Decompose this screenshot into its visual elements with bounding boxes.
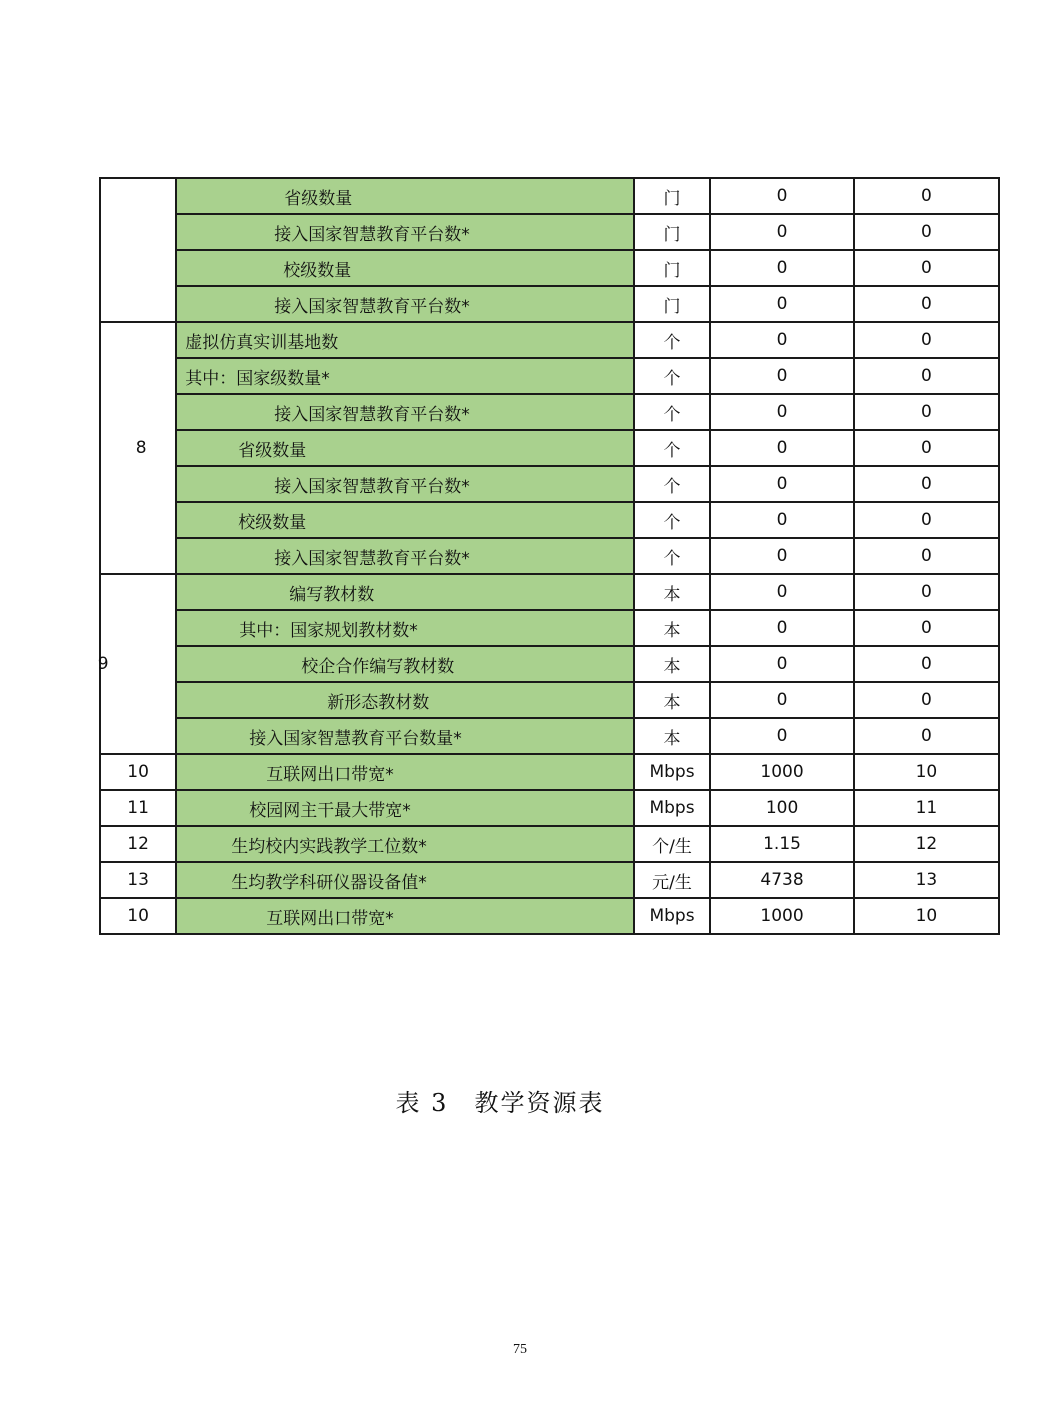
value2-cell: 0 <box>854 538 999 574</box>
item-cell: 其中：国家规划教材数* <box>176 610 634 646</box>
table-row <box>100 646 999 682</box>
unit-cell: 门 <box>634 286 711 322</box>
value2-cell: 0 <box>854 286 999 322</box>
unit-cell: 个 <box>634 466 711 502</box>
value2-cell: 0 <box>854 682 999 718</box>
value2-cell: 0 <box>854 610 999 646</box>
unit-cell: 本 <box>634 682 711 718</box>
item-cell: 接入国家智慧教育平台数* <box>176 538 634 574</box>
value-cell: 0 <box>710 430 854 466</box>
item-cell: 生均校内实践教学工位数* <box>176 826 634 862</box>
table-row <box>100 250 999 286</box>
table-row <box>100 358 999 394</box>
item-cell: 校级数量 <box>176 502 634 538</box>
value2-cell: 0 <box>854 214 999 250</box>
value-cell: 0 <box>710 322 854 358</box>
unit-cell: 本 <box>634 610 711 646</box>
value-cell: 0 <box>710 574 854 610</box>
value-cell: 0 <box>710 178 854 214</box>
unit-cell: 本 <box>634 646 711 682</box>
item-cell: 编写教材数 <box>176 574 634 610</box>
row-number: 9 <box>97 654 109 674</box>
page-number: 75 <box>513 1342 527 1357</box>
value-cell: 0 <box>710 286 854 322</box>
item-cell: 接入国家智慧教育平台数* <box>176 286 634 322</box>
value-cell: 0 <box>710 718 854 754</box>
table-row <box>100 862 999 898</box>
table-row <box>100 610 999 646</box>
table-row <box>100 574 999 610</box>
unit-cell: Mbps <box>634 754 711 790</box>
item-cell: 省级数量 <box>176 430 634 466</box>
row-number-cell <box>100 898 176 934</box>
unit-cell: 门 <box>634 250 711 286</box>
item-cell: 校级数量 <box>176 250 634 286</box>
item-cell: 接入国家智慧教育平台数* <box>176 214 634 250</box>
item-cell: 接入国家智慧教育平台数* <box>176 394 634 430</box>
item-cell: 其中：国家级数量* <box>176 358 634 394</box>
unit-cell: 门 <box>634 178 711 214</box>
table-row <box>100 286 999 322</box>
table-row <box>100 322 999 358</box>
value2-cell: 0 <box>854 646 999 682</box>
unit-cell: 本 <box>634 574 711 610</box>
table-row <box>100 682 999 718</box>
table-row <box>100 178 999 214</box>
item-cell: 虚拟仿真实训基地数 <box>176 322 634 358</box>
unit-cell: Mbps <box>634 898 711 934</box>
value-cell: 1.15 <box>710 826 854 862</box>
unit-cell: 元/生 <box>634 862 711 898</box>
table-row <box>100 394 999 430</box>
item-cell: 校企合作编写教材数 <box>176 646 634 682</box>
row-number-cell <box>100 826 176 862</box>
value2-cell: 10 <box>854 754 999 790</box>
unit-cell: 本 <box>634 718 711 754</box>
row-number-cell <box>100 178 176 322</box>
value-cell: 1000 <box>710 898 854 934</box>
row-number: 10 <box>127 906 149 926</box>
item-cell: 接入国家智慧教育平台数量* <box>176 718 634 754</box>
value-cell: 0 <box>710 250 854 286</box>
value-cell: 0 <box>710 214 854 250</box>
value-cell: 100 <box>710 790 854 826</box>
value-cell: 0 <box>710 394 854 430</box>
value2-cell: 0 <box>854 502 999 538</box>
row-number: 12 <box>127 834 149 854</box>
value2-cell: 0 <box>854 178 999 214</box>
table-row <box>100 790 999 826</box>
table-row <box>100 898 999 934</box>
row-number: 10 <box>127 762 149 782</box>
value2-cell: 0 <box>854 394 999 430</box>
table-row <box>100 214 999 250</box>
unit-cell: Mbps <box>634 790 711 826</box>
value2-cell: 0 <box>854 718 999 754</box>
value2-cell: 0 <box>854 466 999 502</box>
row-number-cell <box>100 322 176 574</box>
table-row <box>100 826 999 862</box>
value-cell: 1000 <box>710 754 854 790</box>
value2-cell: 0 <box>854 430 999 466</box>
value2-cell: 10 <box>854 898 999 934</box>
value-cell: 4738 <box>710 862 854 898</box>
value-cell: 0 <box>710 502 854 538</box>
item-cell: 互联网出口带宽* <box>176 898 634 934</box>
unit-cell: 个 <box>634 430 711 466</box>
resource-table <box>99 177 1000 935</box>
value2-cell: 0 <box>854 574 999 610</box>
item-cell: 新形态教材数 <box>176 682 634 718</box>
value2-cell: 12 <box>854 826 999 862</box>
unit-cell: 个 <box>634 394 711 430</box>
value2-cell: 11 <box>854 790 999 826</box>
row-number-cell <box>100 754 176 790</box>
value2-cell: 13 <box>854 862 999 898</box>
value-cell: 0 <box>710 538 854 574</box>
table-row <box>100 430 999 466</box>
table-caption: 表 3 教学资源表 <box>395 1089 605 1117</box>
table-row <box>100 718 999 754</box>
row-number: 11 <box>127 798 149 818</box>
value-cell: 0 <box>710 466 854 502</box>
table-row <box>100 466 999 502</box>
item-cell: 校园网主干最大带宽* <box>176 790 634 826</box>
row-number: 8 <box>135 438 147 458</box>
value-cell: 0 <box>710 646 854 682</box>
value-cell: 0 <box>710 358 854 394</box>
value2-cell: 0 <box>854 358 999 394</box>
unit-cell: 个/生 <box>634 826 711 862</box>
value-cell: 0 <box>710 682 854 718</box>
unit-cell: 门 <box>634 214 711 250</box>
item-cell: 接入国家智慧教育平台数* <box>176 466 634 502</box>
item-cell: 省级数量 <box>176 178 634 214</box>
row-number: 13 <box>127 870 149 890</box>
item-cell: 生均教学科研仪器设备值* <box>176 862 634 898</box>
unit-cell: 个 <box>634 502 711 538</box>
table-row <box>100 502 999 538</box>
row-number-cell <box>100 862 176 898</box>
table-row <box>100 538 999 574</box>
unit-cell: 个 <box>634 358 711 394</box>
unit-cell: 个 <box>634 538 711 574</box>
value-cell: 0 <box>710 610 854 646</box>
item-cell: 互联网出口带宽* <box>176 754 634 790</box>
value2-cell: 0 <box>854 322 999 358</box>
row-number-cell <box>100 790 176 826</box>
unit-cell: 个 <box>634 322 711 358</box>
row-number-cell <box>97 574 176 754</box>
table-row <box>100 754 999 790</box>
value2-cell: 0 <box>854 250 999 286</box>
